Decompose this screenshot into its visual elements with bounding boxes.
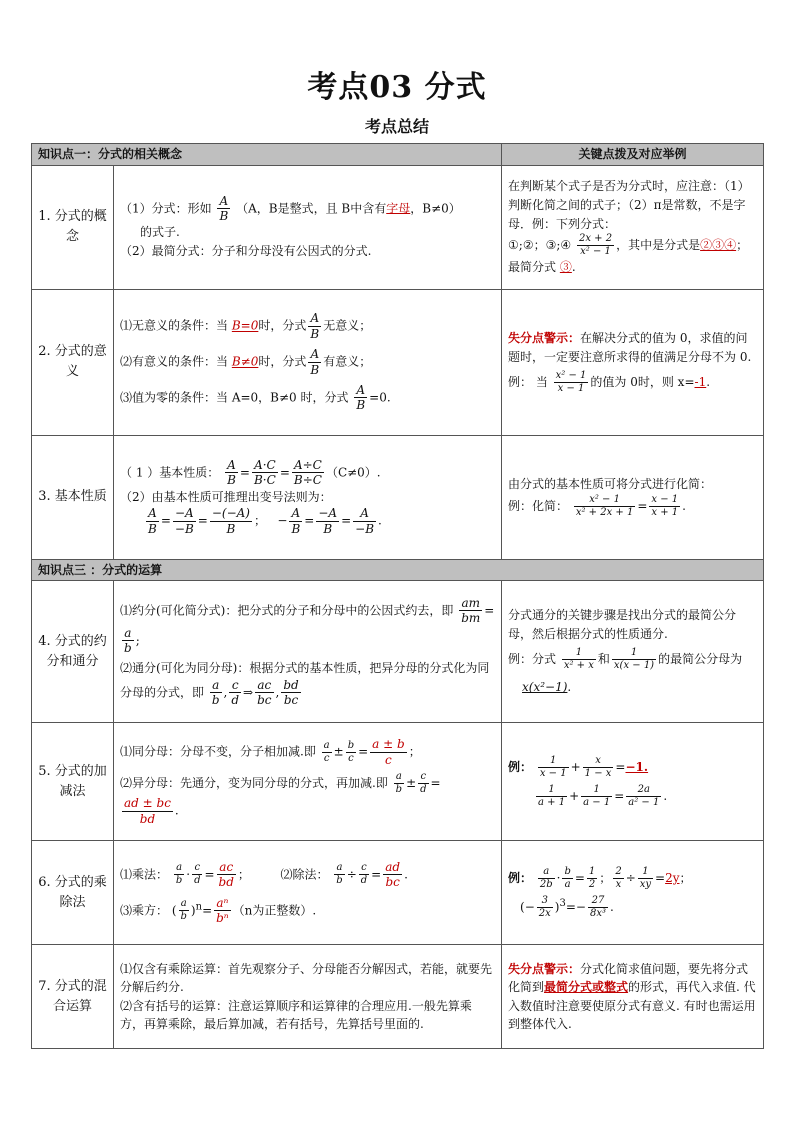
- table-row: [32, 165, 764, 289]
- text: 例： 当: [508, 375, 548, 390]
- row-content: ⑴同分母：分母不变，分子相加减.即 $\frac{a}{c}$ ± $\frac{b}{c}$ = $\frac{a \pm b}{c}$ ； ⑵异分母：先通分，变为同分母的分式，再加减.即 $\frac{a}{b}$ ± $\frac{c}{d}$ = $\frac{ad \pm bc}{bd}$ .: [114, 723, 502, 841]
- fraction: $\frac{2x + 2}{\text{x² − 1}}$: [578, 233, 613, 258]
- table-row: [32, 435, 764, 559]
- text: ，其中是分式是: [616, 238, 701, 253]
- text: 由分式的基本性质可将分式进行化简：: [508, 477, 713, 492]
- text: 的形式，再代入求值. 代入数值时注意要使原分式有意义. 有时也需运用到整体代入.: [508, 980, 756, 1032]
- text: （1）分式：形如: [120, 201, 212, 215]
- fraction: $\frac{1}{xy}$: [639, 865, 652, 890]
- row-note: 由分式的基本性质可将分式进行化简： 例：化简： $\frac{\text{x² − 1}}{\text{x² + 2x + 1}}$ = $\frac{x - 1}{x + 1}$ .: [502, 435, 764, 559]
- fraction: $\frac{A}{B}$: [310, 347, 320, 377]
- fraction: $\frac{a}{b}$: [175, 862, 183, 887]
- row-content: [114, 945, 502, 1049]
- text: （ 1 ）基本性质：: [120, 465, 220, 480]
- text: 字母: [386, 201, 411, 215]
- text: （n为正整数）.: [232, 903, 317, 918]
- text: ⑴约分(可化简分式)：把分式的分子和分母中的公因式约去，即: [120, 603, 454, 618]
- header-right: 关键点拨及对应举例: [502, 144, 764, 166]
- table-row: [32, 723, 764, 841]
- fraction: $\frac{c}{d}$: [194, 862, 201, 887]
- fraction: $\frac{c}{d}$: [231, 677, 240, 708]
- fraction: $\frac{1}{2}$: [588, 865, 596, 890]
- fraction-A-over-B: $\frac{A}{B}$: [219, 193, 229, 223]
- fraction: $\frac{A\div C}{B\div C}$: [293, 458, 322, 488]
- row-content: [114, 289, 502, 435]
- text: .: [571, 260, 576, 275]
- fraction: $\frac{A}{B}$: [310, 311, 320, 341]
- text: −1.: [625, 759, 649, 774]
- text: ⑵含有括号的运算：注意运算顺序和运算律的合理应用.一般先算乘方，再算乘除，最后算加减，若有括号，先算括号里面的.: [120, 998, 472, 1032]
- fraction: $\frac{2}{x}$: [615, 865, 622, 890]
- text: 和: [597, 652, 610, 667]
- row-content: （ 1 ）基本性质： $\frac{A}{B}$ = $\frac{A\cdot C}{B\cdot C}$ = $\frac{A\div C}{B\div C}$ （C≠0）. （2）由基本性质可推理出变号法则为： $\frac{A}{B}$ = $\frac{-A}{-B}$ = $\frac{-(-A)}{B}$ ； − $\frac{A}{B}$ = $\frac{-A}{B}$ = $\frac{A}{-B}$ .: [114, 435, 502, 559]
- table-row: [32, 581, 764, 723]
- fraction-answer: $\frac{\text{aⁿ}}{\text{bⁿ}}$: [216, 895, 229, 926]
- text: ①;②；③;④: [508, 238, 572, 253]
- row-note: 分式通分的关键步骤是找出分式的最简公分母，然后根据分式的性质通分. 例：分式 $\frac{1}{\text{x² + x}}$ 和 $\frac{1}{x(x - 1)}$ 的最简公分母为 x(x²−1).: [502, 581, 764, 723]
- header-left-1: 知识点一：分式的相关概念: [32, 144, 502, 166]
- text: 时，分式: [258, 318, 307, 333]
- row-note: [502, 289, 764, 435]
- text: ⑶乘方：: [120, 903, 169, 918]
- row-content: ⑴乘法： $\frac{a}{b}$ · $\frac{c}{d}$ = $\frac{ac}{bd}$ ； ⑵除法： $\frac{a}{b}$ ÷ $\frac{c}{d}$ = $\frac{ad}{bc}$ . ⑶乘方： ( $\frac{a}{b}$ )$^n$= $\frac{\text{aⁿ}}{\text{bⁿ}}$ （n为正整数）.: [114, 841, 502, 945]
- row-title: 5. 分式的加减法: [32, 723, 114, 841]
- text: （C≠0）.: [325, 465, 381, 480]
- sign-rules: $\frac{A}{B}$ = $\frac{-A}{-B}$ = $\frac{-(-A)}{B}$ ； − $\frac{A}{B}$ = $\frac{-A}{B}$ = $\frac{A}{-B}$ .: [148, 506, 382, 536]
- fraction-answer: $\frac{ad \pm bc}{bd}$: [124, 796, 171, 826]
- text: ⑵除法：: [280, 867, 329, 882]
- text: 例：: [508, 870, 533, 885]
- text: ⑶值为零的条件：当 A=0，B≠0 时，分式: [120, 390, 349, 405]
- fraction: $\frac{1}{\text{x² + x}}$: [563, 647, 594, 672]
- fraction: $\frac{b}{c}$: [347, 739, 355, 764]
- text: 的最简公分母为: [658, 652, 743, 667]
- text: x(x²−1): [522, 680, 568, 695]
- row-note: [502, 165, 764, 289]
- fraction: $\frac{am}{bm}$: [461, 595, 481, 626]
- fraction: $\frac{\text{x² − 1}}{x - 1}$: [555, 370, 587, 395]
- text: -1: [694, 375, 707, 390]
- row-note: [502, 945, 764, 1049]
- fraction: $\frac{\text{x² − 1}}{\text{x² + 2x + 1}}$: [575, 493, 634, 518]
- fraction: $\frac{c}{d}$: [420, 771, 427, 796]
- summary-table: [31, 143, 764, 1049]
- fraction: $\frac{bd}{bc}$: [283, 677, 299, 708]
- fraction: $\frac{1}{x - 1}$: [539, 754, 567, 779]
- warning-label: 失分点警示：: [508, 331, 581, 345]
- fraction-answer: $\frac{ad}{bc}$: [385, 859, 401, 890]
- table-row: [32, 289, 764, 435]
- text: ⑵异分母：先通分，变为同分母的分式，再加减.即: [120, 776, 388, 791]
- text: ⑴同分母：分母不变，分子相加减.即: [120, 744, 316, 759]
- text: ⑴仅含有乘除运算：首先观察分子、分母能否分解因式，若能，就要先分解后约分.: [120, 961, 493, 995]
- fraction: $\frac{A}{B}$: [227, 458, 236, 488]
- text: 最简分式或整式: [544, 980, 629, 995]
- text: 分式通分的关键步骤是找出分式的最简公分母，然后根据分式的性质通分.: [508, 608, 737, 641]
- text: 例：: [508, 759, 533, 774]
- text: 的式子.: [140, 225, 180, 240]
- fraction: $\frac{a}{b}$: [336, 862, 343, 887]
- text: 时，分式: [258, 354, 307, 369]
- text: 无意义；: [323, 318, 372, 333]
- text: （A，B是整式，且 B中含有: [236, 201, 387, 215]
- text: 例：分式: [508, 652, 557, 667]
- fraction: $\frac{c}{d}$: [360, 862, 368, 887]
- text: ⑵有意义的条件：当: [120, 354, 229, 369]
- text: ②③④: [700, 238, 737, 253]
- fraction: $\frac{a}{b}$: [180, 898, 187, 923]
- text: B=0: [231, 318, 259, 333]
- row-title: 4. 分式的约分和通分: [32, 581, 114, 723]
- row-title: 2. 分式的意义: [32, 289, 114, 435]
- fraction: $\frac{a}{c}$: [323, 739, 330, 764]
- table-row: [32, 841, 764, 945]
- text: 例：化简：: [508, 498, 569, 513]
- text: B≠0: [231, 354, 259, 369]
- example-power: (− $\frac{3}{2x}$ )$^3$=− $\frac{27}{\text{8x³}}$ .: [520, 894, 614, 919]
- fraction: $\frac{A}{B}$: [356, 382, 366, 413]
- text: 有意义；: [323, 354, 372, 369]
- header-left-2: 知识点三 ：分式的运算: [32, 559, 764, 581]
- text: ⑵通分(可化为同分母)：根据分式的基本性质，把异分母的分式化为同分母的分式，即: [120, 661, 490, 700]
- fraction-answer: $\frac{ac}{bd}$: [218, 859, 234, 890]
- fraction: $\frac{b}{a}$: [564, 865, 571, 890]
- text: 2y: [665, 870, 680, 885]
- text: 的值为 0时，则 x=: [590, 375, 695, 390]
- row-title: 3. 基本性质: [32, 435, 114, 559]
- row-title: 1. 分式的概念: [32, 165, 114, 289]
- text: 分式化简求值问题，要先将分式化简到: [508, 961, 749, 995]
- text: ③: [559, 260, 572, 275]
- table-header-1: [32, 144, 764, 166]
- fraction: $\frac{a}{b}$: [124, 625, 132, 655]
- row-title: 7. 分式的混合运算: [32, 945, 114, 1049]
- text: 在判断某个式子是否为分式时，应注意：（1）判断化简之间的式子；（2）π是常数，不是字母．例：下列分式：: [508, 179, 750, 231]
- text: 在解决分式的值为 0，求值的问题时，一定要注意所求得的值满足分母不为 0.: [508, 331, 752, 364]
- text: （2）由基本性质可推理出变号法则为：: [120, 489, 332, 504]
- text: ；最简分式: [508, 238, 749, 275]
- fraction: $\frac{x}{1 - x}$: [584, 754, 612, 779]
- text: ，B≠0）: [410, 201, 461, 215]
- fraction-answer: $\frac{a \pm b}{c}$: [372, 737, 405, 767]
- row-content: ⑴约分(可化简分式)：把分式的分子和分母中的公因式约去，即 $\frac{am}{bm}$ = $\frac{a}{b}$ ; ⑵通分(可化为同分母)：根据分式的基本性质，把异分母的分式化为同分母的分式，即 $\frac{a}{b}$ , $\frac{c}{d}$ ⇒ $\frac{ac}{bc}$ , $\frac{bd}{bc}$: [114, 581, 502, 723]
- fraction: $\frac{A\cdot C}{B\cdot C}$: [253, 458, 276, 488]
- example-2: $\frac{1}{a + 1}$ + $\frac{1}{a - 1}$ = $\frac{2a}{\text{a² − 1}}$ .: [538, 783, 668, 808]
- text: =0.: [369, 390, 391, 405]
- page-subtitle: 考点总结: [364, 117, 429, 136]
- text: .: [706, 375, 711, 390]
- fraction: $\frac{ac}{bc}$: [257, 677, 272, 708]
- fraction: $\frac{a}{2b}$: [539, 865, 553, 890]
- text: （2）最简分式：分子和分母没有公因式的分式.: [120, 243, 372, 258]
- row-title: 6. 分式的乘除法: [32, 841, 114, 945]
- text: ⑴乘法：: [120, 867, 169, 882]
- fraction: $\frac{x - 1}{x + 1}$: [651, 493, 679, 518]
- fraction: $\frac{1}{x(x - 1)}$: [613, 647, 655, 672]
- table-header-2: [32, 559, 764, 581]
- row-note: 例： $\frac{1}{x - 1}$ + $\frac{x}{1 - x}$ =−1. $\frac{1}{a + 1}$ + $\frac{1}{a - 1}$ = $\frac{2a}{\text{a² − 1}}$ .: [502, 723, 764, 841]
- text: ⑴无意义的条件：当: [120, 318, 229, 333]
- table-row: [32, 945, 764, 1049]
- fraction: $\frac{a}{b}$: [395, 771, 403, 796]
- warning-label: 失分点警示：: [508, 961, 581, 976]
- row-note: 例： $\frac{a}{2b}$ · $\frac{b}{a}$ = $\frac{1}{2}$ ； $\frac{2}{x}$ ÷ $\frac{1}{xy}$ =2y； (− $\frac{3}{2x}$ )$^3$=− $\frac{27}{\text{8x³}}$ .: [502, 841, 764, 945]
- row-content: [114, 165, 502, 289]
- fraction: $\frac{a}{b}$: [211, 677, 220, 708]
- page-title: 考点03 分式: [307, 70, 487, 105]
